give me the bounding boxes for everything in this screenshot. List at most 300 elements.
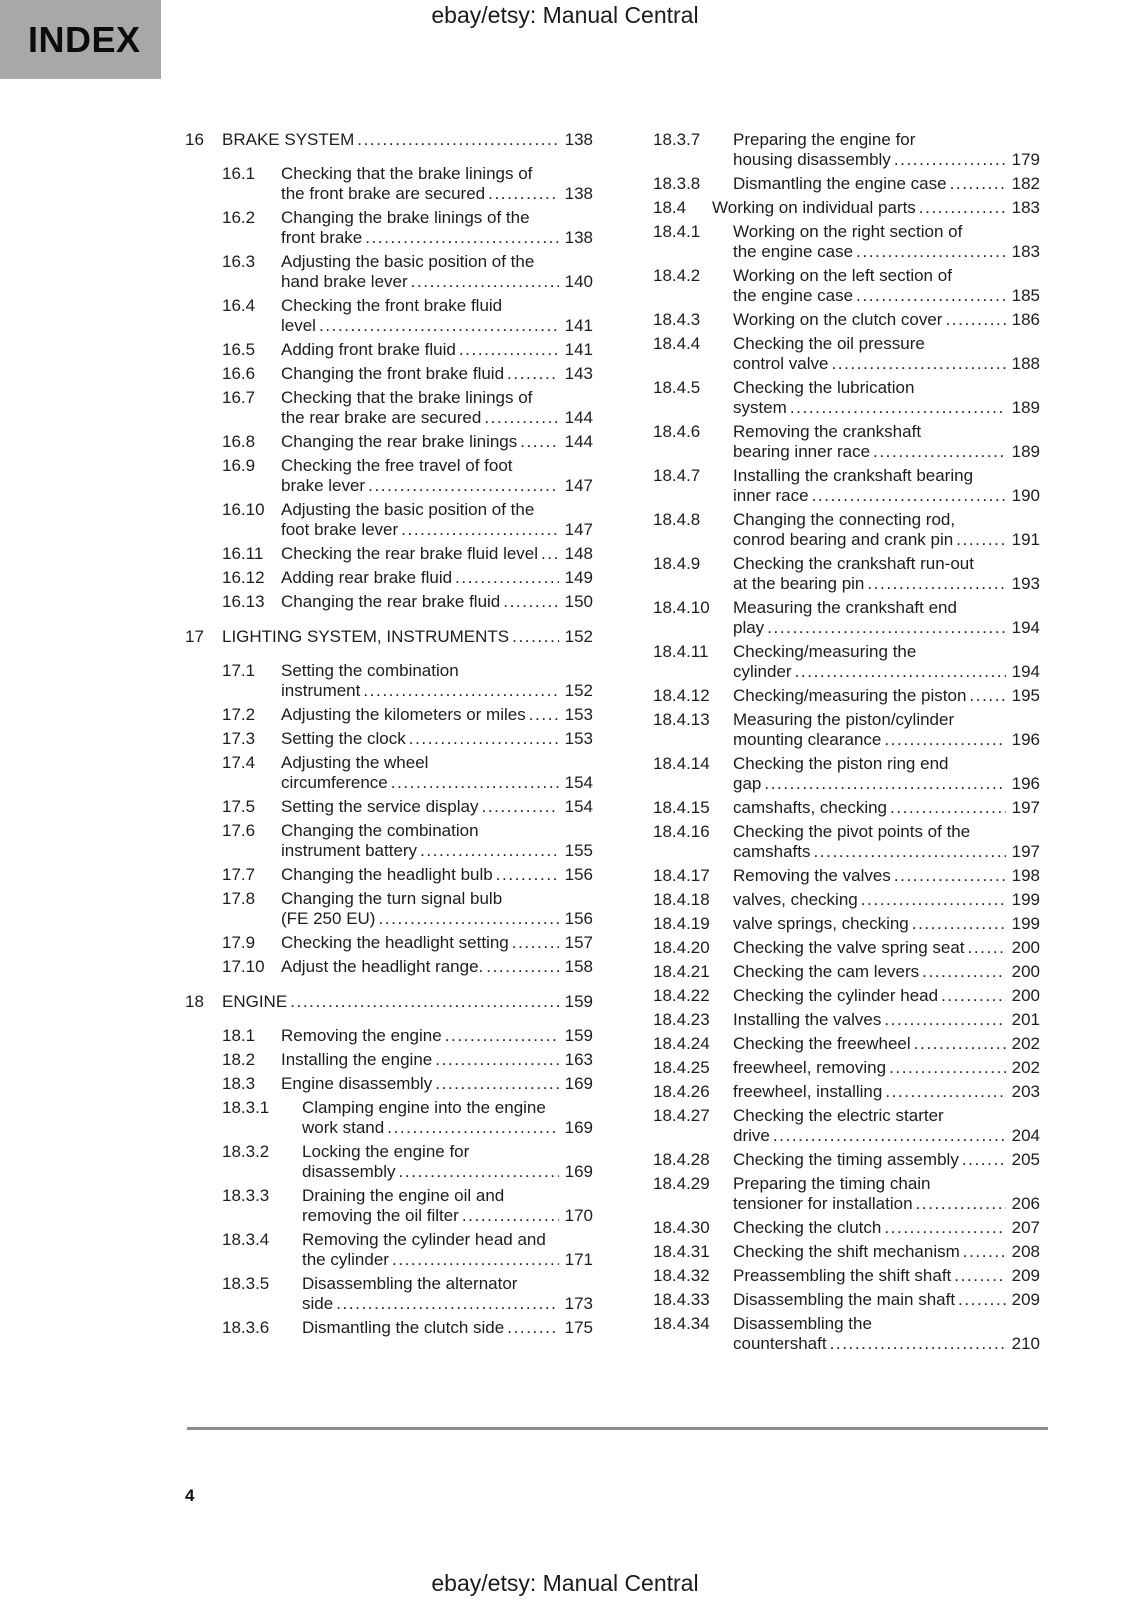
toc-entry-number: 18.4.16 [653,822,710,841]
toc-entry-number: 18.4.26 [653,1082,710,1101]
dot-leader [861,890,1006,910]
toc-entry-title: tensioner for installation [733,1194,913,1213]
dot-leader [941,986,1006,1006]
toc-entry-title: bearing inner race [733,442,871,461]
toc-entry-number: 16.9 [222,456,256,475]
toc-entry-title: Clamping engine into the engine [302,1098,546,1117]
toc-entry-number: 16.5 [222,340,256,359]
toc-entry-page: 194 [1011,618,1040,637]
dot-leader [459,340,559,360]
toc-entry [185,957,593,977]
toc-entry [616,1082,1040,1102]
footer-divider [187,1427,1048,1430]
toc-entry-page: 189 [1011,398,1040,417]
toc-entry-title: hand brake lever [281,272,408,291]
dot-leader [767,618,1005,638]
toc-entry-page: 193 [1011,574,1040,593]
toc-entry-title: Changing the turn signal bulb [281,889,503,908]
toc-entry-page: 200 [1011,962,1040,981]
dot-leader [856,242,1006,262]
toc-entry-number: 18.4.10 [653,598,710,617]
dot-leader [368,476,559,496]
toc-entry-title: Checking the electric starter [733,1106,944,1125]
toc-entry [616,986,1040,1006]
toc-entry-title: Adjusting the kilometers or miles [281,705,526,724]
toc-entry-title: Changing the brake linings of the [281,208,530,227]
toc-entry-title: Checking the headlight setting [281,933,509,952]
toc-entry-title: ENGINE [222,992,288,1011]
toc-entry-number: 18.4.8 [653,510,701,529]
toc-entry [185,208,593,248]
toc-entry-number: 18.4.22 [653,986,710,1005]
toc-entry-number: 18.4.13 [653,710,710,729]
toc-entry-title: Adding front brake fluid [281,340,456,359]
toc-entry-number: 17.6 [222,821,256,840]
toc-entry [185,364,593,384]
toc-entry [185,865,593,885]
toc-entry [616,754,1040,794]
toc-entry-page: 194 [1011,662,1040,681]
dot-leader [488,184,559,204]
toc-entry-title: Changing the rear brake linings [281,432,518,451]
dot-leader [950,174,1006,194]
toc-section-heading [185,627,593,647]
toc-entry [616,174,1040,194]
toc-entry-title: Checking the cam levers [733,962,920,981]
dot-leader [319,316,559,336]
toc-entry-title: Setting the combination [281,661,459,680]
toc-entry-title: Dismantling the engine case [733,174,947,193]
toc-entry-title: freewheel, installing [733,1082,883,1101]
toc-entry-number: 17.10 [222,957,265,976]
dot-leader [512,933,559,953]
dot-leader [512,627,558,647]
toc-entry-page: 179 [1011,150,1040,169]
toc-entry [185,592,593,612]
toc-entry-page: 191 [1011,530,1040,549]
toc-entry-title: instrument battery [281,841,418,860]
toc-entry-title: Working on individual parts [712,198,916,217]
toc-entry-page: 147 [564,520,593,539]
toc-entry-title: drive [733,1126,770,1145]
dot-leader [392,1250,559,1270]
toc-entry-page: 159 [564,1026,593,1045]
toc-entry-number: 18.3.4 [222,1230,270,1249]
toc-entry-page: 185 [1011,286,1040,305]
toc-entry-page: 183 [1011,198,1040,217]
toc-entry-page: 202 [1011,1058,1040,1077]
toc-entry-page: 198 [1011,866,1040,885]
toc-entry-page: 209 [1011,1290,1040,1309]
toc-entry-page: 147 [564,476,593,495]
dot-leader [529,705,559,725]
dot-leader [856,286,1006,306]
toc-entry-title: brake lever [281,476,366,495]
dot-leader [401,520,558,540]
toc-section-heading [185,992,593,1012]
toc-entry [185,388,593,428]
dot-leader [435,1050,558,1070]
toc-entry-page: 182 [1011,174,1040,193]
dot-leader [945,310,1005,330]
toc-entry-page: 154 [564,773,593,792]
toc-entry-number: 18.4.33 [653,1290,710,1309]
toc-entry-number: 17.8 [222,889,256,908]
toc-entry-title: housing disassembly [733,150,891,169]
dot-leader [378,909,558,929]
toc-entry-number: 17.1 [222,661,256,680]
toc-entry-title: Checking/measuring the piston [733,686,967,705]
toc-entry-title: side [302,1294,334,1313]
toc-entry-title: disassembly [302,1162,396,1181]
toc-entry-title: freewheel, removing [733,1058,887,1077]
toc-entry-title: Removing the valves [733,866,891,885]
toc-entry-title: Checking the timing assembly [733,1150,959,1169]
toc-entry-title: circumference [281,773,388,792]
dot-leader [919,198,1006,218]
toc-entry-title: Checking the cylinder head [733,986,939,1005]
toc-entry [616,334,1040,374]
dot-leader [790,398,1006,418]
toc-entry-title: countershaft [733,1334,827,1353]
toc-entry-title: Checking the freewheel [733,1034,911,1053]
toc-entry-title: Checking/measuring the [733,642,917,661]
toc-entry-title: gap [733,774,762,793]
toc-entry-page: 206 [1011,1194,1040,1213]
toc-entry [616,130,1040,170]
toc-entry-page: 141 [564,316,593,335]
toc-entry-title: Checking the clutch [733,1218,882,1237]
toc-entry-title: work stand [302,1118,385,1137]
toc-entry-title: Measuring the piston/cylinder [733,710,955,729]
toc-entry-page: 175 [564,1318,593,1337]
toc-entry [616,914,1040,934]
toc-entry-page: 199 [1011,914,1040,933]
toc-entry-page: 173 [564,1294,593,1313]
toc-entry-number: 16.7 [222,388,256,407]
toc-entry-number: 18.3 [222,1074,256,1093]
toc-entry-page: 155 [564,841,593,860]
toc-entry [185,500,593,540]
toc-entry-title: Installing the valves [733,1010,882,1029]
toc-entry-number: 18.3.8 [653,174,701,193]
dot-leader [391,773,559,793]
toc-entry-title: Adjust the headlight range. [281,957,484,976]
toc-entry-page: 169 [564,1074,593,1093]
toc-entry-page: 140 [564,272,593,291]
toc-entry-number: 18 [185,992,204,1011]
toc-entry-page: 144 [564,432,593,451]
toc-entry-title: cylinder [733,662,792,681]
toc-entry [616,266,1040,306]
toc-entry-title: control valve [733,354,829,373]
toc-entry-page: 138 [564,228,593,247]
toc-entry-number: 16.12 [222,568,265,587]
toc-entry-number: 18.2 [222,1050,256,1069]
toc-entry-page: 154 [564,797,593,816]
toc-entry-page: 207 [1011,1218,1040,1237]
toc-entry [185,432,593,452]
toc-entry-number: 18.4.15 [653,798,710,817]
dot-leader [894,866,1006,886]
toc-entry [616,1174,1040,1214]
toc-entry-number: 17.2 [222,705,256,724]
toc-entry-title: Checking the free travel of foot [281,456,513,475]
toc-entry-title: system [733,398,787,417]
dot-leader [890,798,1006,818]
dot-leader [409,729,559,749]
toc-entry-number: 16.10 [222,500,265,519]
toc-entry [616,1034,1040,1054]
toc-entry-title: the engine case [733,242,854,261]
toc-entry-page: 190 [1011,486,1040,505]
toc-entry-number: 17.7 [222,865,256,884]
dot-leader [507,364,559,384]
toc-entry-page: 169 [564,1162,593,1181]
toc-entry-title: Working on the right section of [733,222,963,241]
toc-entry [185,661,593,701]
toc-entry-number: 18.4.18 [653,890,710,909]
toc-entry-number: 18.4.29 [653,1174,710,1193]
dot-leader [968,938,1006,958]
toc-entry-page: 149 [564,568,593,587]
toc-entry-title: Preparing the timing chain [733,1174,931,1193]
toc-entry-title: inner race [733,486,809,505]
toc-entry [616,310,1040,330]
toc-entry-title: Changing the combination [281,821,479,840]
toc-entry [616,598,1040,638]
dot-leader [954,1266,1005,1286]
toc-entry [616,1058,1040,1078]
toc-entry-page: 205 [1011,1150,1040,1169]
toc-entry-page: 159 [564,992,593,1011]
toc-entry-title: (FE 250 EU) [281,909,376,928]
toc-entry-number: 17.4 [222,753,256,772]
toc-entry-title: Checking the pivot points of the [733,822,971,841]
dot-leader [365,228,558,248]
toc-entry-title: Removing the cylinder head and [302,1230,546,1249]
toc-entry-title: Measuring the crankshaft end [733,598,957,617]
toc-entry-title: the cylinder [302,1250,389,1269]
toc-entry [616,422,1040,462]
dot-leader [411,272,559,292]
toc-entry-page: 197 [1011,798,1040,817]
toc-entry [616,866,1040,886]
toc-entry-title: Preparing the engine for [733,130,916,149]
toc-entry-number: 18.4.34 [653,1314,710,1333]
toc-entry-number: 18.4.21 [653,962,710,981]
toc-entry-page: 201 [1011,1010,1040,1029]
toc-entry-number: 16 [185,130,204,149]
toc-entry-page: 189 [1011,442,1040,461]
toc-entry [185,753,593,793]
dot-leader [969,686,1005,706]
toc-section-heading [185,130,593,150]
toc-entry-number: 18.4.28 [653,1150,710,1169]
dot-leader [420,841,559,861]
toc-entry-title: valves, checking [733,890,858,909]
dot-leader [387,1118,558,1138]
dot-leader [503,592,558,612]
toc-entry-number: 17.3 [222,729,256,748]
toc-entry [185,1142,593,1182]
toc-entry-title: Checking the oil pressure [733,334,925,353]
toc-entry [616,710,1040,750]
toc-entry-title: Checking the valve spring seat [733,938,965,957]
toc-entry-number: 16.6 [222,364,256,383]
dot-leader [455,568,559,588]
toc-entry-number: 18.3.3 [222,1186,270,1205]
toc-entry-title: front brake [281,228,363,247]
toc-entry-title: Removing the crankshaft [733,422,922,441]
toc-entry [185,1050,593,1070]
toc-entry-title: Adjusting the basic position of the [281,500,535,519]
toc-entry-page: 204 [1011,1126,1040,1145]
toc-entry [616,1290,1040,1310]
dot-leader [884,1218,1005,1238]
toc-entry-number: 18.3.7 [653,130,701,149]
toc-entry-title: Adjusting the wheel [281,753,429,772]
dot-leader [795,662,1006,682]
toc-entry-page: 196 [1011,730,1040,749]
toc-entry-page: 197 [1011,842,1040,861]
toc-entry [616,510,1040,550]
toc-entry-page: 156 [564,909,593,928]
toc-entry [616,1010,1040,1030]
dot-leader [484,408,558,428]
toc-entry-title: Locking the engine for [302,1142,470,1161]
toc-entry-title: play [733,618,765,637]
toc-entry-page: 152 [564,627,593,646]
toc-entry-page: 171 [564,1250,593,1269]
dot-leader [831,354,1005,374]
toc-entry-title: Checking the front brake fluid [281,296,503,315]
toc-entry [185,705,593,725]
toc-entry [185,252,593,292]
toc-entry [185,164,593,204]
toc-entry-page: 203 [1011,1082,1040,1101]
toc-entry-number: 18.4.20 [653,938,710,957]
dot-leader [889,1058,1006,1078]
toc-entry-title: removing the oil filter [302,1206,459,1225]
footer-page-number: 4 [185,1486,195,1505]
toc-entry-number: 18.4.5 [653,378,701,397]
toc-entry-title: Disassembling the [733,1314,872,1333]
toc-entry [185,797,593,817]
toc-entry-number: 18.4.6 [653,422,701,441]
dot-leader [914,1034,1006,1054]
toc-entry [616,222,1040,262]
toc-entry-title: valve springs, checking [733,914,909,933]
dot-leader [764,774,1005,794]
toc-entry-page: 200 [1011,938,1040,957]
toc-entry-number: 18.4.32 [653,1266,710,1285]
toc-entry [616,938,1040,958]
toc-entry-number: 18.4.12 [653,686,710,705]
dot-leader [963,1242,1006,1262]
toc-entry-title: Checking that the brake linings of [281,164,533,183]
toc-entry [185,1026,593,1046]
toc-entry-number: 18.4.9 [653,554,701,573]
dot-leader [290,992,558,1012]
toc-entry-number: 18.4.2 [653,266,701,285]
toc-entry-title: level [281,316,316,335]
dot-leader [520,432,558,452]
dot-leader [873,442,1006,462]
toc-entry-title: Checking that the brake linings of [281,388,533,407]
toc-entry-page: 200 [1011,986,1040,1005]
dot-leader [884,730,1005,750]
toc-entry-page: 202 [1011,1034,1040,1053]
toc-entry-page: 163 [564,1050,593,1069]
toc-entry-title: camshafts, checking [733,798,888,817]
toc-entry [616,198,1040,218]
toc-entry-number: 16.8 [222,432,256,451]
toc-entry-title: Adding rear brake fluid [281,568,453,587]
dot-leader [435,1074,558,1094]
toc-entry [185,889,593,929]
dot-leader [962,1150,1006,1170]
toc-entry-number: 16.13 [222,592,265,611]
toc-right-column [616,130,1040,1358]
toc-entry [616,378,1040,418]
toc-entry-number: 18.4.30 [653,1218,710,1237]
toc-entry [185,296,593,336]
toc-entry-number: 16.2 [222,208,256,227]
toc-entry [616,890,1040,910]
toc-entry-number: 18.1 [222,1026,256,1045]
toc-entry-number: 18.4.3 [653,310,701,329]
toc-entry-page: 170 [564,1206,593,1225]
toc-entry-page: 186 [1011,310,1040,329]
index-label: INDEX [28,18,141,60]
toc-entry-page: 152 [564,681,593,700]
toc-entry-title: Changing the headlight bulb [281,865,493,884]
toc-entry-number: 17 [185,627,204,646]
toc-entry [616,686,1040,706]
toc-entry [616,1314,1040,1354]
toc-entry-number: 18.4.14 [653,754,710,773]
toc-entry-page: 150 [564,592,593,611]
toc-entry [185,1098,593,1138]
toc-entry [185,1274,593,1314]
toc-entry-number: 18.4.25 [653,1058,710,1077]
toc-entry-title: at the bearing pin [733,574,865,593]
toc-entry-page: 138 [564,184,593,203]
dot-leader [912,914,1006,934]
toc-entry-title: Setting the service display [281,797,479,816]
toc-entry [185,340,593,360]
toc-entry-page: 199 [1011,890,1040,909]
toc-entry [185,821,593,861]
toc-entry-title: Working on the clutch cover [733,310,943,329]
toc-entry-page: 143 [564,364,593,383]
toc-entry-number: 18.4 [653,198,687,217]
toc-entry-title: Disassembling the alternator [302,1274,518,1293]
toc-entry-number: 17.5 [222,797,256,816]
toc-entry-number: 16.1 [222,164,256,183]
dot-leader [922,962,1005,982]
toc-entry-number: 16.4 [222,296,256,315]
dot-leader [357,130,558,150]
toc-entry-page: 158 [564,957,593,976]
toc-entry-title: Installing the crankshaft bearing [733,466,974,485]
dot-leader [813,842,1005,862]
toc-entry-title: Engine disassembly [281,1074,433,1093]
toc-entry-title: foot brake lever [281,520,399,539]
dot-leader [958,1290,1006,1310]
dot-leader [541,544,559,564]
